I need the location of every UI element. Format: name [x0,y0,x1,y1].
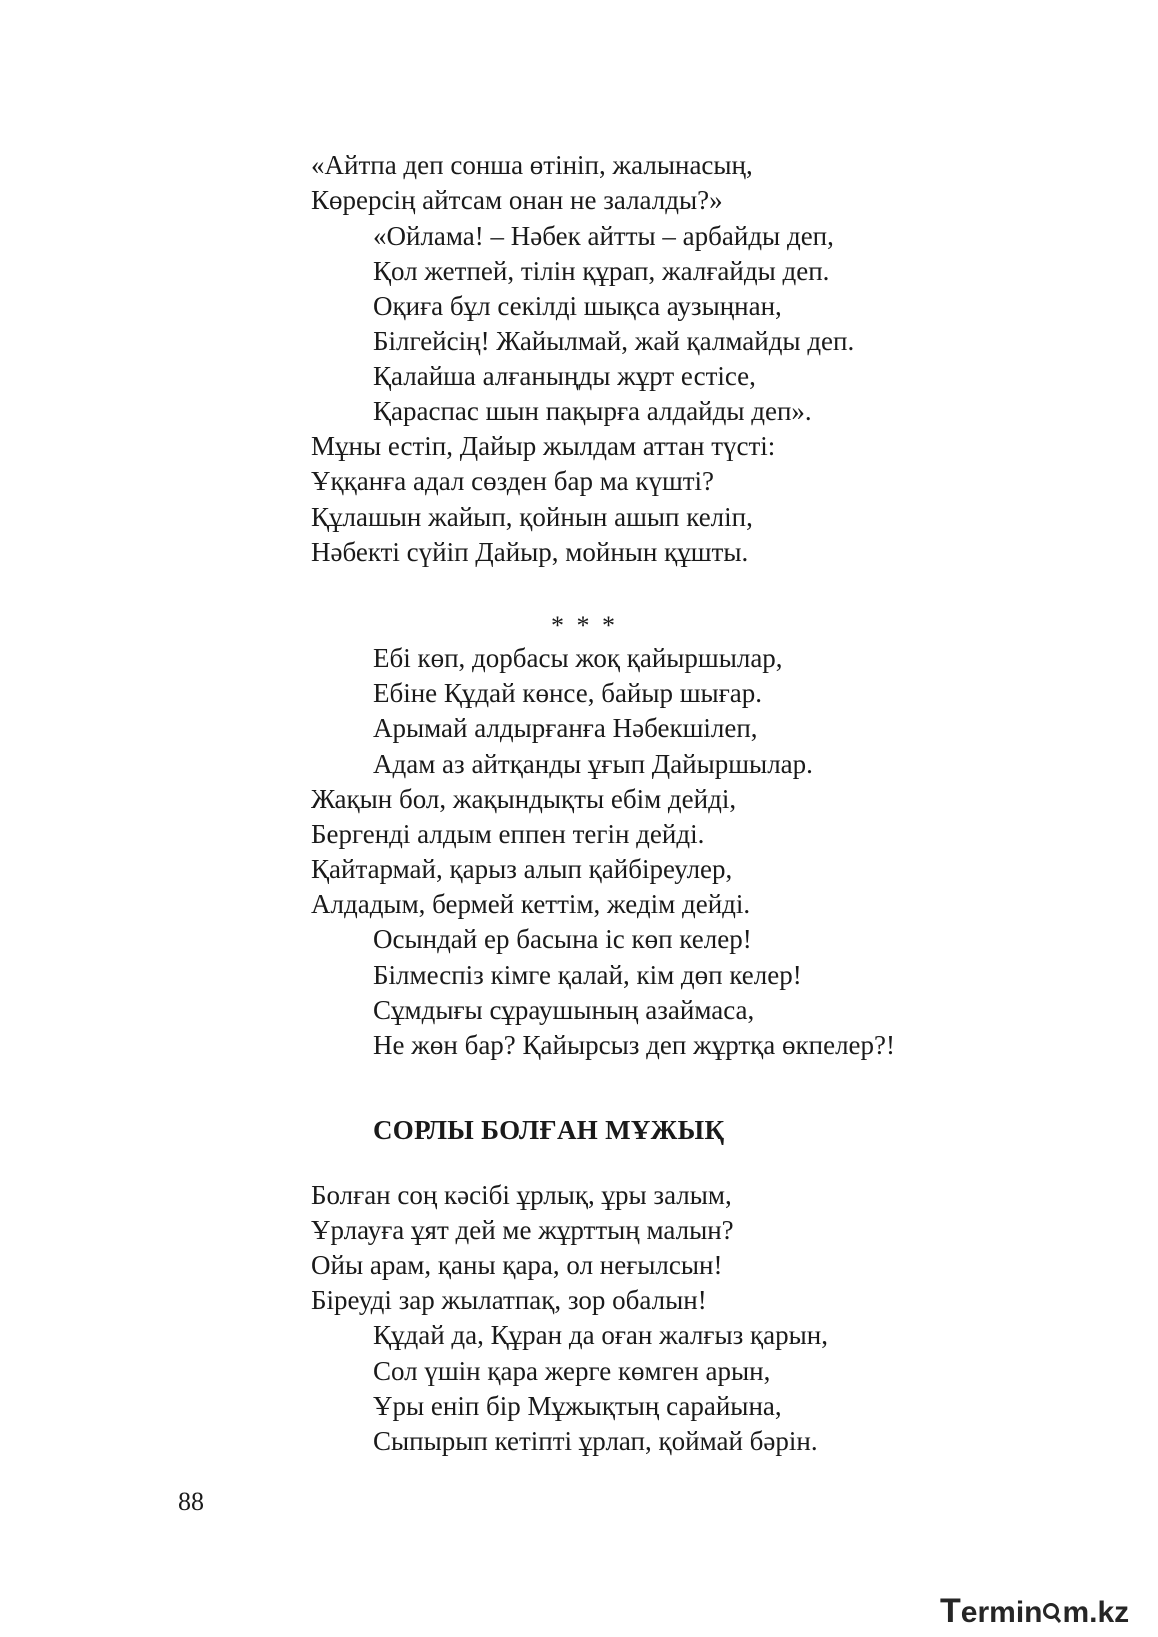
verse-line: Нәбекті сүйіп Дайыр, мойнын құшты. [311,537,749,567]
section-separator: * * * [551,611,618,640]
verse-line: Құдай да, Құран да оған жалғыз қарын, [373,1320,828,1350]
verse-line: Арымай алдырғанға Нәбекшілеп, [373,713,758,743]
verse-line: Ебіне Құдай көнсе, байыр шығар. [373,678,763,708]
verse-line: Бергенді алдым еппен тегін дейді. [311,819,705,849]
verse-line: Ұрлауға ұят дей ме жұрттың малын? [311,1215,734,1245]
site-watermark [940,1592,1129,1631]
watermark-text: ermin [960,1596,1043,1629]
poem-title: СОРЛЫ БОЛҒАН МҰЖЫҚ [373,1115,725,1145]
watermark-letter: T [940,1592,961,1630]
verse-line: Ұры еніп бір Мұжықтың сарайына, [373,1391,782,1421]
verse-line: «Ойлама! – Нәбек айтты – арбайды деп, [373,221,834,251]
verse-line: Білмеспіз кімге қалай, кім дөп келер! [373,960,802,990]
verse-line: Оқиға бұл секілді шықса аузыңнан, [373,291,782,321]
page-number: 88 [178,1487,204,1516]
verse-line: Сол үшін қара жерге көмген арын, [373,1356,771,1386]
verse-line: Қол жетпей, тілін құрап, жалғайды деп. [373,256,830,286]
verse-line: Қараспас шын пақырға алдайды деп». [373,396,812,426]
verse-line: Сұмдығы сұраушының азаймаса, [373,995,755,1025]
verse-line: Қалайша алғаныңды жұрт естісе, [373,361,756,391]
verse-line: Болған соң кәсібі ұрлық, ұры залым, [311,1180,732,1210]
verse-line: Алдадым, бермей кеттім, жедім дейді. [311,889,751,919]
verse-line: Білгейсің! Жайылмай, жай қалмайды деп. [373,326,855,356]
verse-line: Біреуді зар жылатпақ, зор обалын! [311,1285,707,1315]
verse-line: Адам аз айтқанды ұғып Дайыршылар. [373,749,813,779]
verse-line: Ойы арам, қаны қара, ол неғылсын! [311,1250,723,1280]
magnifier-icon [1042,1598,1062,1622]
verse-line: Осындай ер басына іс көп келер! [373,924,752,954]
verse-line: «Айтпа деп сонша өтініп, жалынасың, [311,150,753,180]
watermark-domain: m.kz [1062,1596,1130,1629]
verse-line: Қайтармай, қарыз алып қайбіреулер, [311,854,733,884]
verse-line: Жақын бол, жақындықты ебім дейді, [311,784,737,814]
verse-line: Құлашын жайып, қойнын ашып келіп, [311,502,753,532]
verse-line: Сыпырып кетіпті ұрлап, қоймай бәрін. [373,1426,818,1456]
verse-line: Не жөн бар? Қайырсыз деп жұртқа өкпелер?! [373,1030,896,1060]
verse-line: Көрерсің айтсам онан не залалды?» [311,185,723,215]
verse-line: Ебі көп, дорбасы жоқ қайыршылар, [373,643,783,673]
verse-line: Ұққанға адал сөзден бар ма күшті? [311,466,715,496]
verse-line: Мұны естіп, Дайыр жылдам аттан түсті: [311,431,776,461]
